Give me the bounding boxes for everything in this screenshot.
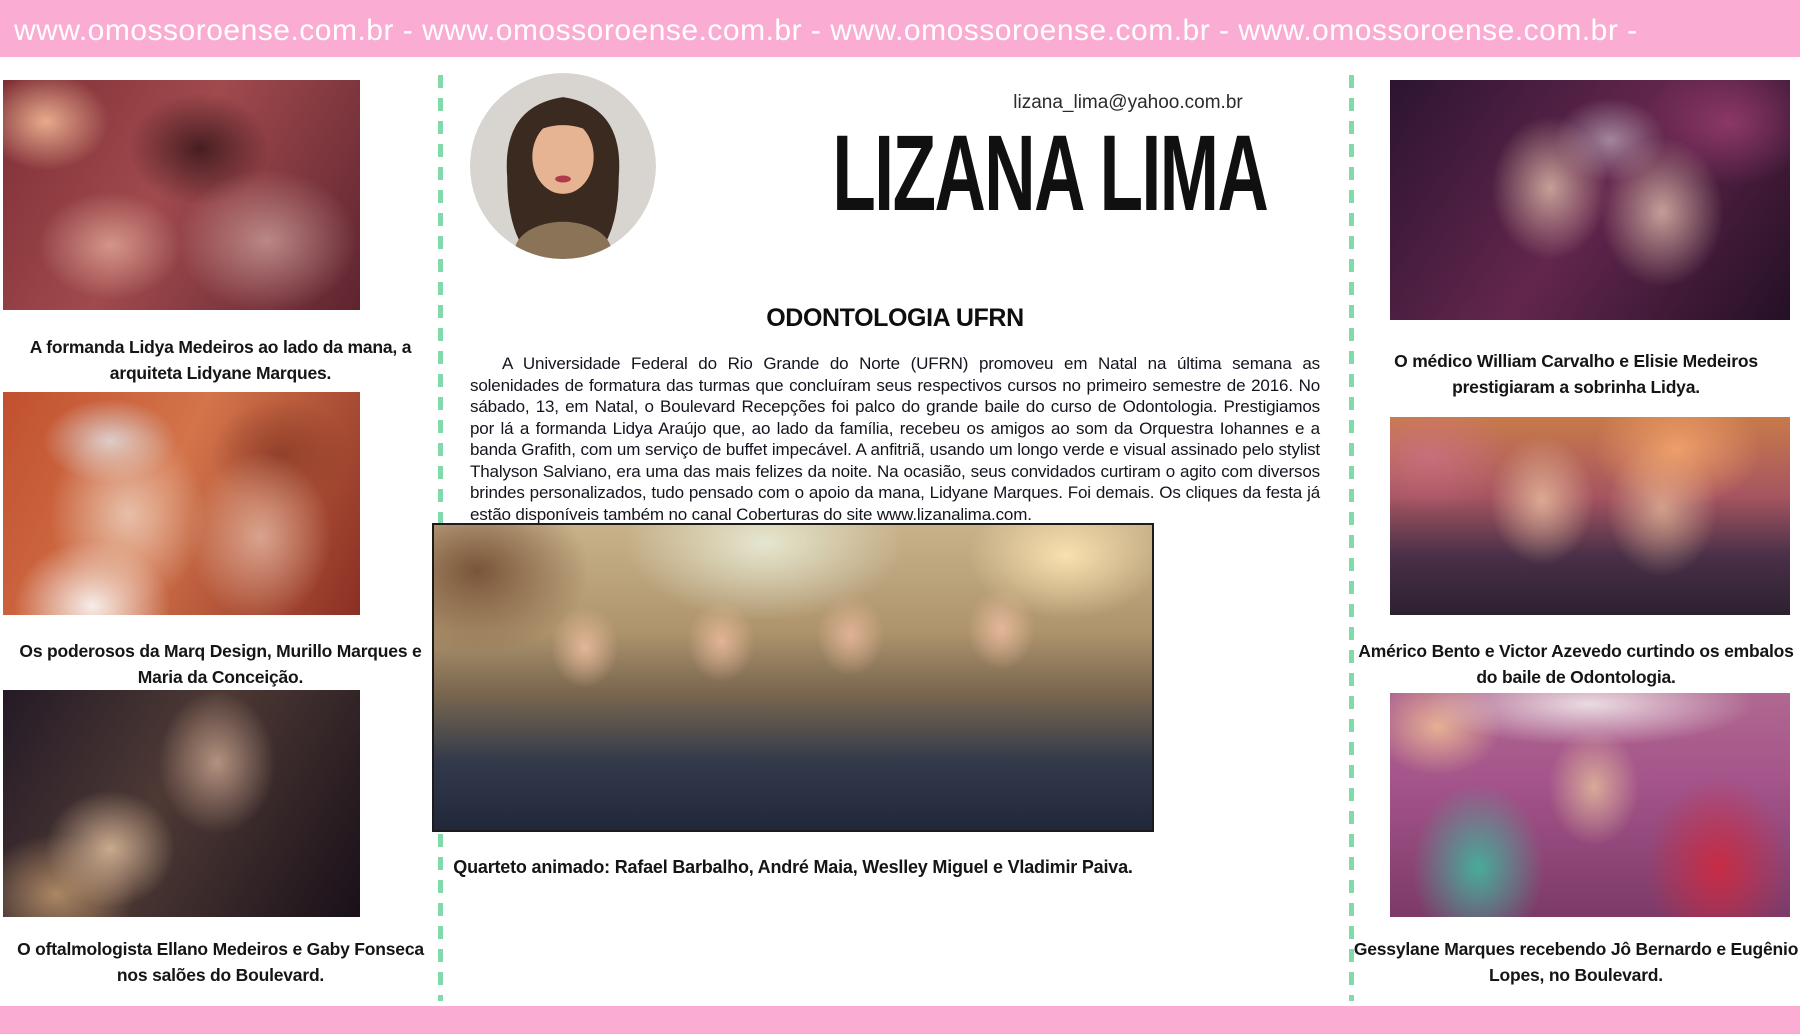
photo-left-1-lidya-lidyane — [3, 80, 360, 310]
columnist-email: lizana_lima@yahoo.com.br — [1013, 92, 1243, 113]
caption-right-3: Gessylane Marques recebendo Jô Bernardo e Eugênio Lopes, no Boulevard. — [1353, 938, 1799, 985]
article-heading: ODONTOLOGIA UFRN — [766, 304, 1024, 332]
caption-right-2: Américo Bento e Victor Azevedo curtindo os embalos do baile de Odontologia. — [1358, 640, 1794, 687]
photo-right-1-william-elisie — [1390, 80, 1790, 320]
photo-left-3-ellano-gaby — [3, 690, 360, 917]
bottom-banner — [0, 1006, 1800, 1034]
photo-center-quartet — [432, 523, 1154, 832]
photo-right-2-americo-victor — [1390, 417, 1790, 615]
photo-right-3-gessylane-jo-eugenio — [1390, 693, 1790, 917]
columnist-name-title: LIZANA LIMA — [832, 113, 1268, 234]
caption-right-1: O médico William Carvalho e Elisie Medeiros prestigiaram a sobrinha Lidya. — [1394, 350, 1758, 397]
photo-left-2-murillo-maria — [3, 392, 360, 615]
profile-avatar-graphic — [470, 73, 656, 259]
caption-left-1: A formanda Lidya Medeiros ao lado da mana, a arquiteta Lidyane Marques. — [29, 336, 412, 383]
dashed-separator-right — [1349, 75, 1354, 1001]
caption-left-3: O oftalmologista Ellano Medeiros e Gaby Fonseca nos salões do Boulevard. — [17, 938, 424, 985]
article-body: A Universidade Federal do Rio Grande do Norte (UFRN) promoveu em Natal na última semana as solenidades de formatura das turmas que concluíram seus respectivos cursos no primeiro semestre de 2016. No sábado, 13, em Natal, o Boulevard Recepções foi palco do grande baile do curso de Odontologia. Prestigiamos por lá a formanda Lidya Araújo que, ao lado da família, recebeu os amigos ao som da Orquestra Iohannes e a banda Grafith, com um serviço de buffet impecável. A anfitriã, usando um longo verde e visual assinado pelo stylist Thalyson Salviano, era uma das mais felizes da noite. Na ocasião, seus convidados curtiram o agito com diversos brindes personalizados, tudo pensado com o apoio da mana, Lidyane Marques. Foi demais. Os cliques da festa já estão disponíveis também no canal Coberturas do site www.lizanalima.com. — [470, 354, 1320, 524]
caption-left-2: Os poderosos da Marq Design, Murillo Marques e Maria da Conceição. — [19, 640, 422, 687]
site-url-marquee: www.omossoroense.com.br - www.omossoroense.com.br - www.omossoroense.com.br - www.omossoroense.com.br - — [14, 14, 1638, 47]
caption-center-photo: Quarteto animado: Rafael Barbalho, André Maia, Weslley Miguel e Vladimir Paiva. — [453, 857, 1133, 877]
profile-photo — [470, 73, 656, 259]
top-banner — [0, 0, 1800, 57]
